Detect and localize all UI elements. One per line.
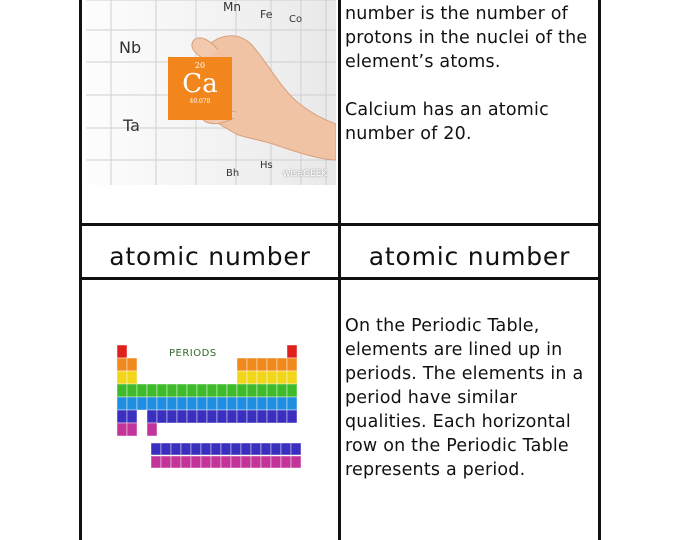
period-5-cell <box>187 397 197 410</box>
period-1-cell <box>117 345 127 358</box>
example-text-top <box>345 98 549 146</box>
period-7-cell <box>127 423 137 436</box>
period-5-cell <box>227 397 237 410</box>
lanthanide-cell <box>241 443 251 455</box>
period-6-cell <box>237 410 247 423</box>
period-4-cell <box>157 384 167 397</box>
period-5-cell <box>127 397 137 410</box>
period-3-cell <box>287 371 297 384</box>
lanthanide-cell <box>261 443 271 455</box>
period-5-cell <box>277 397 287 410</box>
period-5-cell <box>157 397 167 410</box>
period-5-cell <box>207 397 217 410</box>
lanthanide-cell <box>191 443 201 455</box>
lanthanide-cell <box>251 443 261 455</box>
period-5-cell <box>267 397 277 410</box>
period-6-cell <box>227 410 237 423</box>
actinide-cell <box>261 456 271 468</box>
tile-atomic-mass: 40.078 <box>189 98 211 105</box>
divider-bottom-of-label <box>79 277 601 280</box>
actinide-cell <box>211 456 221 468</box>
period-6-cell <box>277 410 287 423</box>
period-line-2: elements are lined up in <box>345 340 563 360</box>
actinide-cell <box>171 456 181 468</box>
period-line-3: periods. The elements in a <box>345 364 584 384</box>
periods-title: PERIODS <box>169 348 217 359</box>
period-6-cell <box>167 410 177 423</box>
lanthanide-cell <box>171 443 181 455</box>
label-left: atomic number <box>109 241 311 271</box>
bg-symbol-hs: Hs <box>260 160 273 171</box>
definition-line-1: number is the number of <box>345 4 569 24</box>
period-3-cell <box>277 371 287 384</box>
definition-text-bottom <box>345 314 583 482</box>
lanthanide-cell <box>151 443 161 455</box>
actinide-cell <box>161 456 171 468</box>
period-3-cell <box>247 371 257 384</box>
period-6-cell <box>267 410 277 423</box>
lanthanide-cell <box>271 443 281 455</box>
example-line-1: Calcium has an atomic <box>345 100 549 120</box>
bg-symbol-bh: Bh <box>226 168 240 179</box>
lanthanide-cell <box>231 443 241 455</box>
period-2-cell <box>117 358 127 371</box>
actinide-cell <box>151 456 161 468</box>
bg-symbol-nb: Nb <box>119 38 142 57</box>
period-5-cell <box>137 397 147 410</box>
period-2-cell <box>127 358 137 371</box>
period-4-cell <box>117 384 127 397</box>
actinide-cell <box>231 456 241 468</box>
period-4-cell <box>167 384 177 397</box>
period-7-cell <box>147 423 157 436</box>
periods-diagram <box>117 345 307 475</box>
actinide-cell <box>291 456 301 468</box>
periods-grid <box>117 345 307 475</box>
period-line-6: row on the Periodic Table <box>345 436 569 456</box>
period-4-cell <box>187 384 197 397</box>
example-line-2: number of 20. <box>345 124 472 144</box>
period-6-cell <box>147 410 157 423</box>
period-2-cell <box>257 358 267 371</box>
period-3-cell <box>127 371 137 384</box>
period-4-cell <box>257 384 267 397</box>
period-6-cell <box>177 410 187 423</box>
actinide-cell <box>191 456 201 468</box>
period-5-cell <box>217 397 227 410</box>
period-4-cell <box>267 384 277 397</box>
period-2-cell <box>237 358 247 371</box>
bg-symbol-mn: Mn <box>223 0 241 14</box>
period-2-cell <box>267 358 277 371</box>
period-line-1: On the Periodic Table, <box>345 316 540 336</box>
definition-line-3: element’s atoms. <box>345 52 501 72</box>
period-6-cell <box>247 410 257 423</box>
lanthanide-cell <box>201 443 211 455</box>
period-4-cell <box>137 384 147 397</box>
period-5-cell <box>287 397 297 410</box>
period-5-cell <box>117 397 127 410</box>
period-4-cell <box>207 384 217 397</box>
lanthanide-cell <box>281 443 291 455</box>
bg-symbol-fe: Fe <box>260 8 273 21</box>
lanthanide-cell <box>221 443 231 455</box>
period-5-cell <box>167 397 177 410</box>
period-4-cell <box>197 384 207 397</box>
period-3-cell <box>257 371 267 384</box>
period-4-cell <box>247 384 257 397</box>
bg-symbol-ta: Ta <box>123 116 140 135</box>
period-2-cell <box>277 358 287 371</box>
period-line-5: qualities. Each horizontal <box>345 412 571 432</box>
period-2-cell <box>287 358 297 371</box>
lanthanide-cell <box>161 443 171 455</box>
lanthanide-cell <box>211 443 221 455</box>
actinide-cell <box>181 456 191 468</box>
actinide-cell <box>221 456 231 468</box>
period-2-cell <box>247 358 257 371</box>
calcium-tile <box>168 57 232 120</box>
period-6-cell <box>257 410 267 423</box>
period-6-cell <box>127 410 137 423</box>
period-6-cell <box>217 410 227 423</box>
actinide-cell <box>251 456 261 468</box>
tile-symbol: Ca <box>182 69 218 99</box>
period-5-cell <box>247 397 257 410</box>
definition-line-2: protons in the nuclei of the <box>345 28 588 48</box>
bg-symbol-co: Co <box>289 14 303 25</box>
tile-atomic-number: 20 <box>194 61 206 70</box>
period-4-cell <box>227 384 237 397</box>
actinide-cell <box>271 456 281 468</box>
period-6-cell <box>117 410 127 423</box>
period-4-cell <box>237 384 247 397</box>
period-4-cell <box>177 384 187 397</box>
actinide-cell <box>241 456 251 468</box>
divider-top-of-label <box>79 223 601 226</box>
period-line-4: period have similar <box>345 388 518 408</box>
period-5-cell <box>197 397 207 410</box>
period-4-cell <box>287 384 297 397</box>
period-5-cell <box>147 397 157 410</box>
period-6-cell <box>287 410 297 423</box>
period-7-cell <box>117 423 127 436</box>
period-3-cell <box>267 371 277 384</box>
calcium-tile-photo <box>86 0 336 185</box>
period-3-cell <box>237 371 247 384</box>
period-4-cell <box>277 384 287 397</box>
period-4-cell <box>147 384 157 397</box>
label-right: atomic number <box>368 241 571 271</box>
period-4-cell <box>127 384 137 397</box>
period-5-cell <box>237 397 247 410</box>
lanthanide-cell <box>291 443 301 455</box>
period-5-cell <box>257 397 267 410</box>
period-6-cell <box>197 410 207 423</box>
actinide-cell <box>201 456 211 468</box>
card-border-right <box>598 0 601 540</box>
period-line-7: represents a period. <box>345 460 526 480</box>
period-4-cell <box>217 384 227 397</box>
definition-text-top <box>345 2 587 74</box>
period-6-cell <box>187 410 197 423</box>
period-6-cell <box>207 410 217 423</box>
period-1-cell <box>287 345 297 358</box>
period-5-cell <box>177 397 187 410</box>
period-3-cell <box>117 371 127 384</box>
period-6-cell <box>157 410 167 423</box>
actinide-cell <box>281 456 291 468</box>
lanthanide-cell <box>181 443 191 455</box>
watermark: wiseGEEK <box>283 169 328 179</box>
